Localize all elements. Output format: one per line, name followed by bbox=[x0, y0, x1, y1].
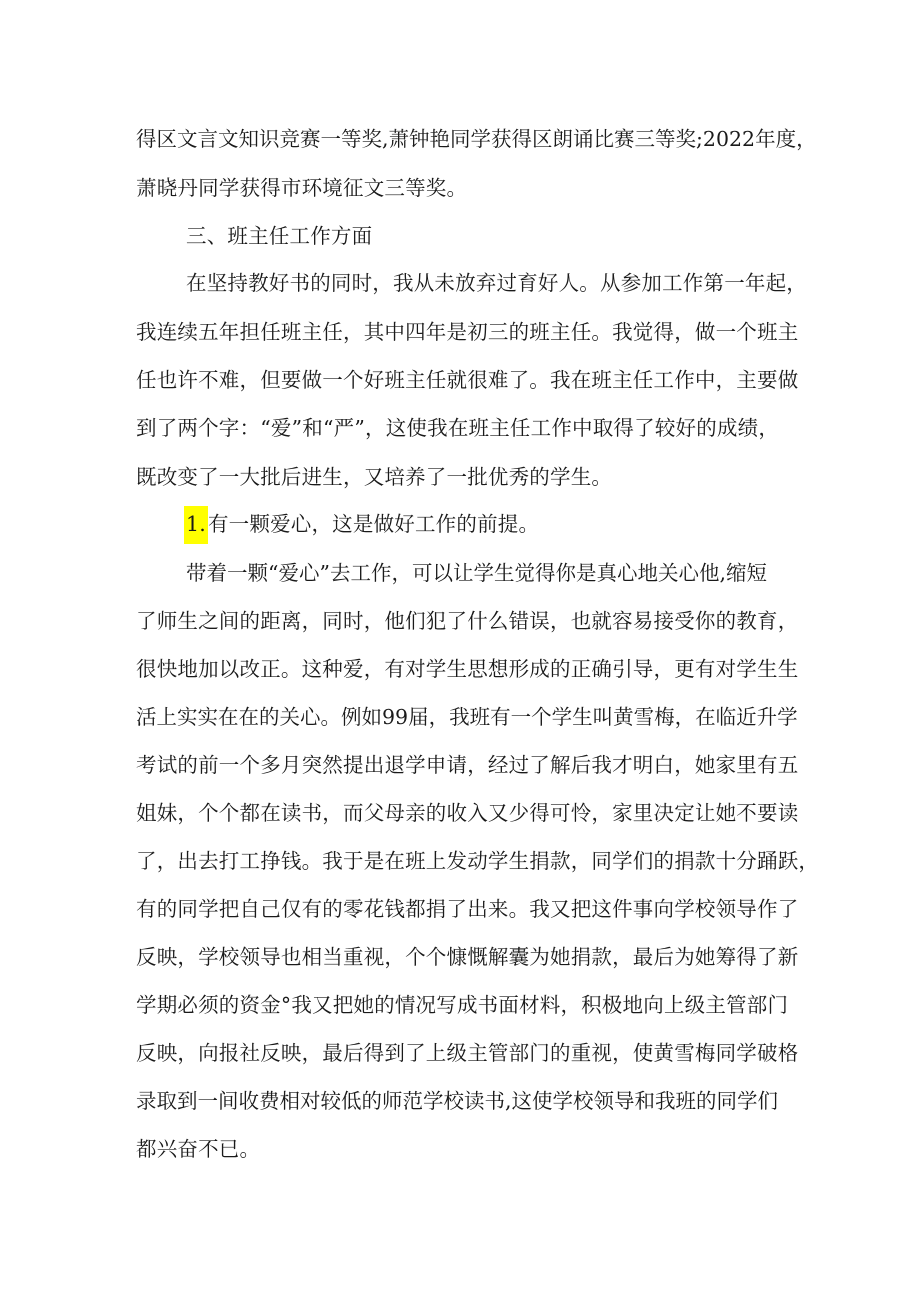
text-line: 了师生之间的距离，同时，他们犯了什么错误，也就容易接受你的教育， bbox=[136, 609, 799, 633]
text-line: 得区文言文知识竞赛一等奖,萧钟艳同学获得区朗诵比赛三等奖;2022年度， bbox=[136, 127, 817, 151]
text-line: 任也许不难，但要做一个好班主任就很难了。我在班主任工作中，主要做 bbox=[136, 368, 799, 392]
text-line: 萧晓丹同学获得市环境征文三等奖。 bbox=[136, 176, 468, 200]
section-heading: 三、班主任工作方面 bbox=[186, 224, 373, 248]
text-line: 了，出去打工挣钱。我于是在班上发动学生捐款，同学们的捐款十分踊跃， bbox=[136, 849, 820, 873]
list-item bbox=[186, 510, 846, 538]
text-line: 很快地加以改正。这种爱，有对学生思想形成的正确引导，更有对学生生 bbox=[136, 657, 799, 681]
text-line: 反映，学校领导也相当重视，个个慷慨解囊为她捐款，最后为她筹得了新 bbox=[136, 945, 799, 969]
text-line: 在坚持教好书的同时，我从未放弃过育好人。从参加工作第一年起， bbox=[186, 271, 807, 295]
text-line: 到了两个字：“爱”和“严”，这使我在班主任工作中取得了较好的成绩， bbox=[136, 416, 780, 440]
list-item-text: 有一颗爱心，这是做好工作的前提。 bbox=[207, 512, 540, 536]
text-line: 活上实实在在的关心。例如99届，我班有一个学生叫黄雪梅，在临近升学 bbox=[136, 705, 798, 729]
text-line: 都兴奋不已。 bbox=[136, 1137, 261, 1161]
text-line: 既改变了一大批后进生，又培养了一批优秀的学生。 bbox=[136, 465, 613, 489]
text-line: 姐妹，个个都在读书，而父母亲的收入又少得可怜，家里决定让她不要读 bbox=[136, 801, 799, 825]
text-line: 我连续五年担任班主任，其中四年是初三的班主任。我觉得，做一个班主 bbox=[136, 320, 799, 344]
text-line: 反映，向报社反映，最后得到了上级主管部门的重视，使黄雪梅同学破格 bbox=[136, 1041, 799, 1065]
list-number-highlight: 1. bbox=[184, 506, 208, 544]
text-line: 带着一颗“爱心”去工作，可以让学生觉得你是真心地关心他,缩短 bbox=[186, 561, 767, 585]
text-line: 学期必须的资金°我又把她的情况写成书面材料，积极地向上级主管部门 bbox=[136, 993, 789, 1017]
text-line: 录取到一间收费相对较低的师范学校读书,这使学校领导和我班的同学们 bbox=[136, 1089, 779, 1113]
text-line: 考试的前一个多月突然提出退学申请，经过了解后我才明白，她家里有五 bbox=[136, 753, 799, 777]
text-line: 有的同学把自己仅有的零花钱都捐了出来。我又把这件事向学校领导作了 bbox=[136, 897, 799, 921]
